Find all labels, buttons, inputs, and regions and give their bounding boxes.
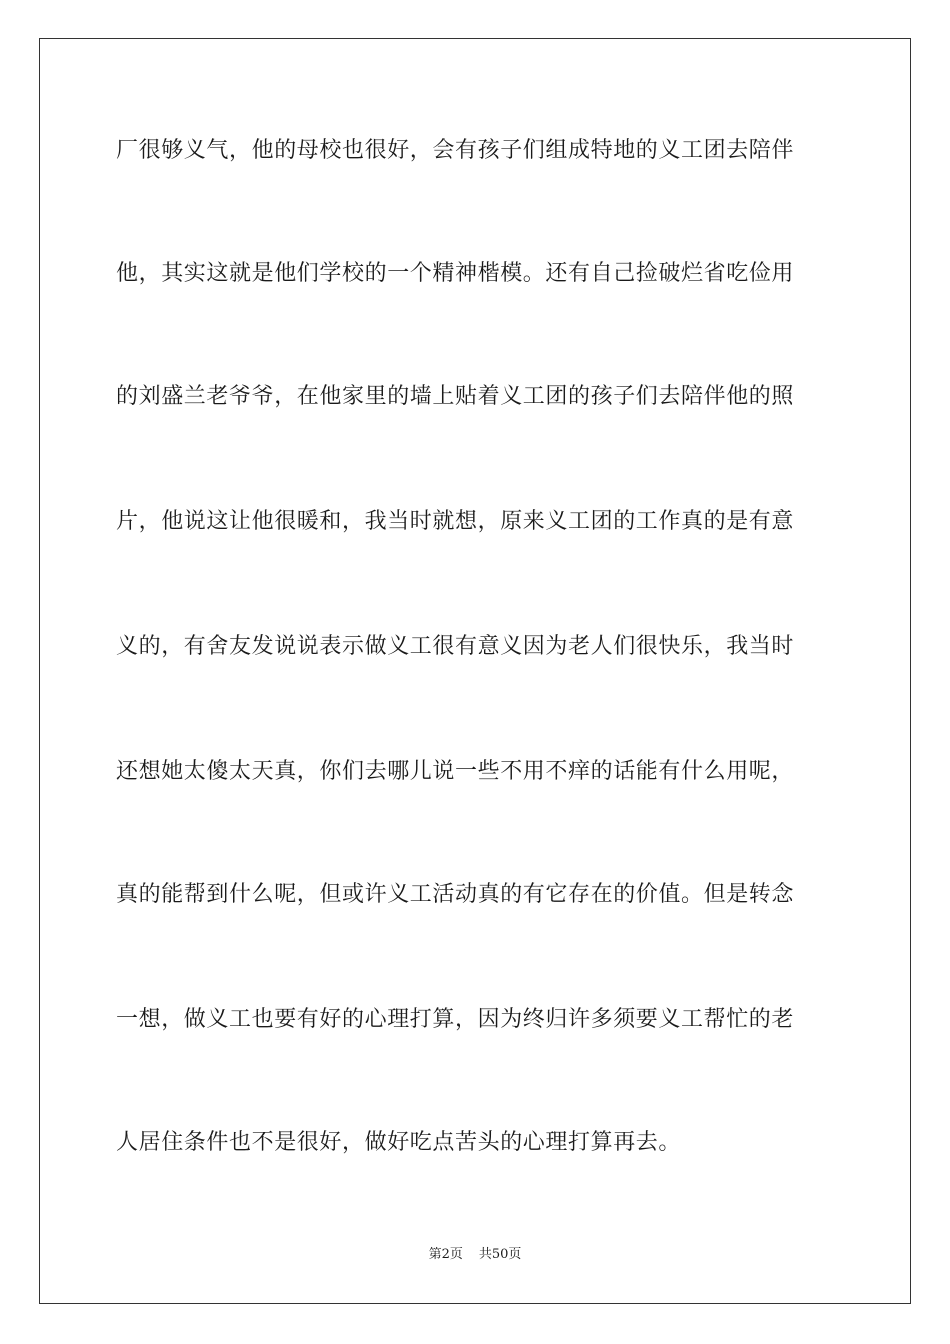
- page-total: 共50页: [478, 1247, 522, 1262]
- text-line: 人居住条件也不是很好，做好吃点苦头的心理打算再去。: [116, 1130, 682, 1155]
- text-line: 的刘盛兰老爷爷，在他家里的墙上贴着义工团的孩子们去陪伴他的照: [116, 384, 795, 409]
- text-line: 他，其实这就是他们学校的一个精神楷模。还有自己捡破烂省吃俭用: [116, 261, 795, 286]
- text-line: 义的，有舍友发说说表示做义工很有意义因为老人们很快乐，我当时: [116, 634, 795, 659]
- page-border: [39, 38, 911, 1304]
- text-line: 厂很够义气，他的母校也很好，会有孩子们组成特地的义工团去陪伴: [116, 138, 795, 163]
- text-line: 还想她太傻太天真，你们去哪儿说一些不用不痒的话能有什么用呢，: [116, 759, 795, 784]
- page-footer: [0, 1247, 950, 1263]
- page-number: 第2页: [428, 1247, 463, 1262]
- text-line: 片，他说这让他很暖和，我当时就想，原来义工团的工作真的是有意: [116, 509, 795, 534]
- text-line: 一想，做义工也要有好的心理打算，因为终归许多须要义工帮忙的老: [116, 1007, 795, 1032]
- text-line: 真的能帮到什么呢，但或许义工活动真的有它存在的价值。但是转念: [116, 882, 795, 907]
